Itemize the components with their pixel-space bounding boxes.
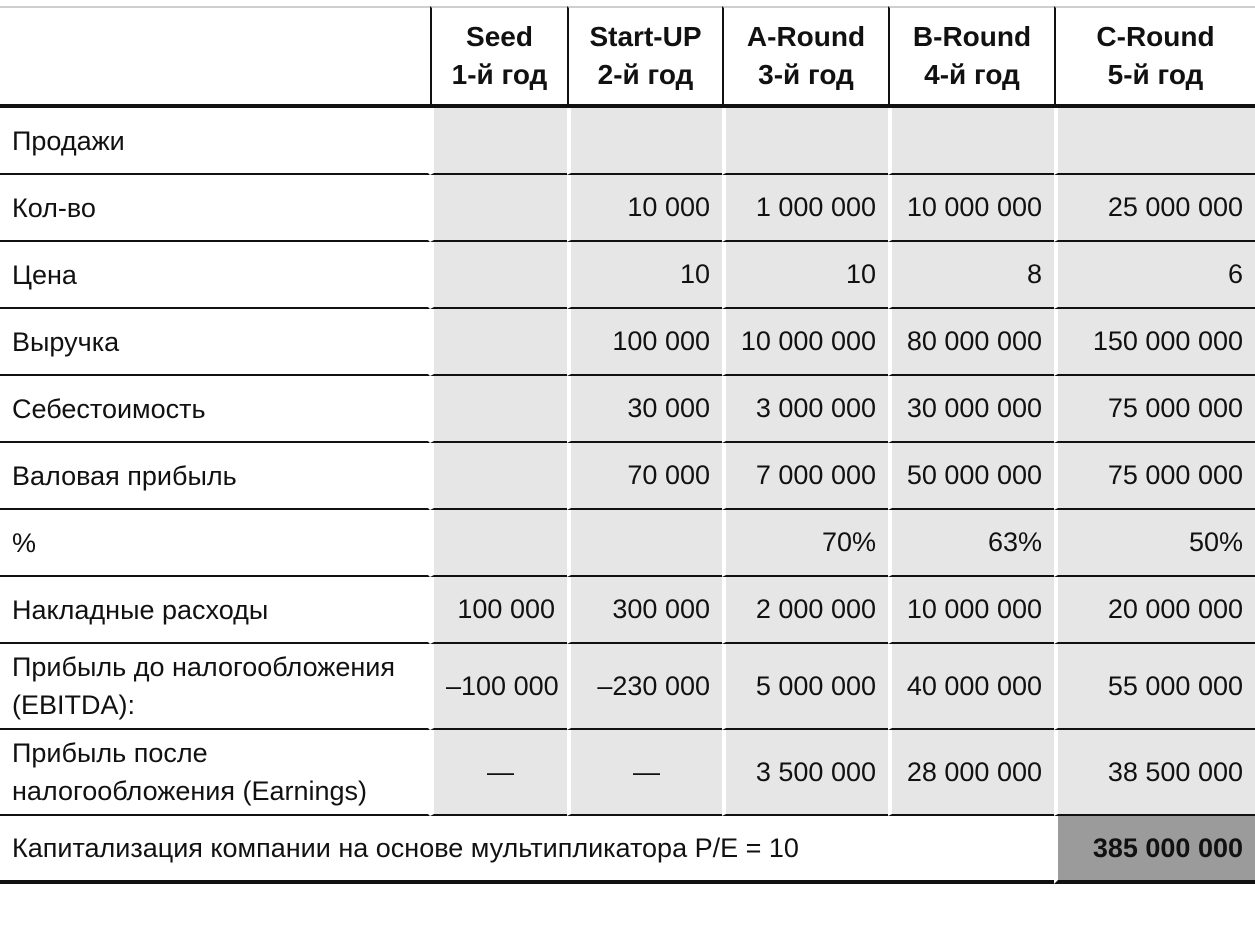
cell-value: 75 000 000 [1054, 443, 1255, 510]
cell-value: 40 000 000 [888, 644, 1054, 730]
cell-value [430, 108, 567, 175]
row-label: Цена [0, 242, 430, 309]
column-header-name: B-Round [912, 21, 1032, 52]
cell-value: 6 [1054, 242, 1255, 309]
row-label [0, 730, 430, 816]
cell-value: 10 [567, 242, 722, 309]
column-header-year: 1-й год [451, 59, 548, 90]
column-header-year: 2-й год [597, 59, 694, 90]
header-row [0, 6, 1255, 108]
cell-value: 30 000 000 [888, 376, 1054, 443]
row-label: Кол-во [0, 175, 430, 242]
cell-value: 63% [888, 510, 1054, 577]
row-label [0, 644, 430, 730]
column-header-seed [430, 6, 567, 108]
cell-value: 150 000 000 [1054, 309, 1255, 376]
cell-value: 70% [722, 510, 888, 577]
column-header-start-up [567, 6, 722, 108]
cell-value: 3 000 000 [722, 376, 888, 443]
cell-value: 25 000 000 [1054, 175, 1255, 242]
row-label: Накладные расходы [0, 577, 430, 644]
cell-value [722, 108, 888, 175]
column-header-name: Start-UP [589, 21, 702, 52]
cell-value [430, 242, 567, 309]
cell-value: 50 000 000 [888, 443, 1054, 510]
cell-value [430, 175, 567, 242]
row-ebitda [0, 644, 1255, 730]
row-label: Продажи [0, 108, 430, 175]
cell-value [567, 510, 722, 577]
column-header-a-round [722, 6, 888, 108]
row-label: Выручка [0, 309, 430, 376]
cell-value: 70 000 [567, 443, 722, 510]
row-label: % [0, 510, 430, 577]
cell-value: 7 000 000 [722, 443, 888, 510]
column-header-year: 5-й год [1107, 59, 1204, 90]
cell-value: 30 000 [567, 376, 722, 443]
row-label: Валовая прибыль [0, 443, 430, 510]
cell-value: 3 500 000 [722, 730, 888, 816]
cell-value: 20 000 000 [1054, 577, 1255, 644]
row-label-line: Прибыль после [12, 738, 208, 768]
row-earnings [0, 730, 1255, 816]
table-body [0, 108, 1255, 884]
cell-value: 28 000 000 [888, 730, 1054, 816]
column-header-name: A-Round [746, 21, 866, 52]
cell-value: 10 [722, 242, 888, 309]
cell-value [1054, 108, 1255, 175]
capitalization-label: Капитализация компании на основе мультипликатора P/E = 10 [0, 816, 1054, 884]
column-header-name: Seed [466, 21, 533, 52]
financial-projection-table [0, 6, 1255, 884]
row-label-line: (EBITDA): [12, 690, 136, 720]
cell-value [430, 309, 567, 376]
cell-value [430, 510, 567, 577]
column-header-name: C-Round [1096, 21, 1215, 52]
row-quantity [0, 175, 1255, 242]
capitalization-value: 385 000 000 [1054, 816, 1255, 884]
cell-value: 80 000 000 [888, 309, 1054, 376]
column-header-b-round [888, 6, 1054, 108]
cell-value [888, 108, 1054, 175]
cell-value: 55 000 000 [1054, 644, 1255, 730]
row-margin-percent [0, 510, 1255, 577]
column-header-year: 3-й год [758, 59, 854, 90]
cell-value: — [567, 730, 722, 816]
row-capitalization [0, 816, 1255, 884]
cell-value: 8 [888, 242, 1054, 309]
column-header-c-round [1054, 6, 1255, 108]
cell-value [430, 376, 567, 443]
cell-value: 75 000 000 [1054, 376, 1255, 443]
header-corner-cell [0, 6, 430, 108]
row-price [0, 242, 1255, 309]
row-cost [0, 376, 1255, 443]
column-header-year: 4-й год [924, 59, 1020, 90]
cell-value: 100 000 [430, 577, 567, 644]
cell-value: 10 000 000 [888, 175, 1054, 242]
cell-value: 10 000 000 [722, 309, 888, 376]
cell-value: 5 000 000 [722, 644, 888, 730]
table-header [0, 6, 1255, 108]
row-sales [0, 108, 1255, 175]
cell-value: 300 000 [567, 577, 722, 644]
row-revenue [0, 309, 1255, 376]
cell-value [567, 108, 722, 175]
row-label-line: Прибыль до налогообложения [12, 652, 395, 682]
row-label-line: налогообложения (Earnings) [12, 776, 368, 806]
cell-value: 1 000 000 [722, 175, 888, 242]
cell-value: 2 000 000 [722, 577, 888, 644]
row-label: Себестоимость [0, 376, 430, 443]
cell-value: –230 000 [567, 644, 722, 730]
row-overhead [0, 577, 1255, 644]
cell-value: 38 500 000 [1054, 730, 1255, 816]
cell-value: –100 000 [430, 644, 567, 730]
cell-value: — [430, 730, 567, 816]
row-gross-profit [0, 443, 1255, 510]
cell-value [430, 443, 567, 510]
cell-value: 10 000 [567, 175, 722, 242]
cell-value: 10 000 000 [888, 577, 1054, 644]
cell-value: 50% [1054, 510, 1255, 577]
cell-value: 100 000 [567, 309, 722, 376]
